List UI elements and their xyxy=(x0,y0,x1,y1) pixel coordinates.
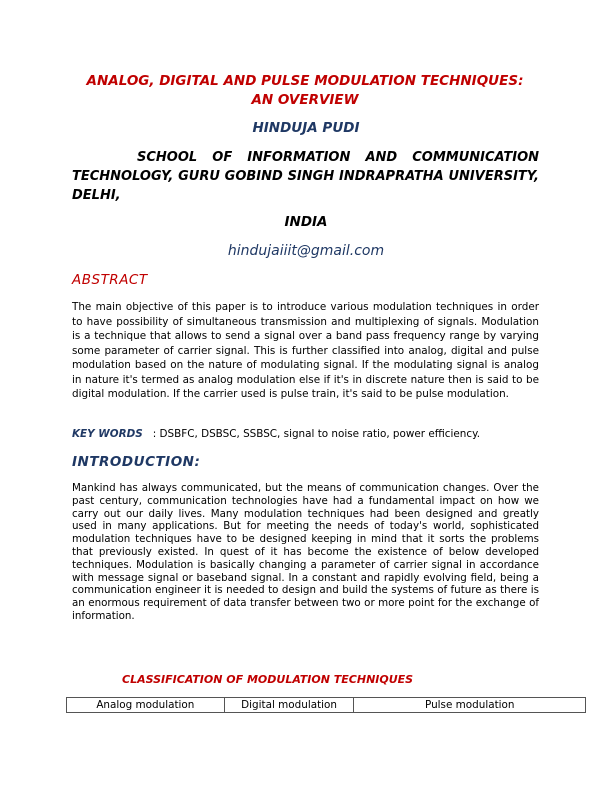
title-line-1: ANALOG, DIGITAL AND PULSE MODULATION TECHNIQUES: xyxy=(86,73,524,89)
table-header-cell: Analog modulation xyxy=(67,698,225,713)
classification-heading: CLASSIFICATION OF MODULATION TECHNIQUES xyxy=(122,673,414,686)
keywords-text: : DSBFC, DSBSC, SSBSC, signal to noise ratio, power efficiency. xyxy=(152,428,481,440)
table-header-cell: Digital modulation xyxy=(224,698,354,713)
author-affiliation: SCHOOL OF INFORMATION AND COMMUNICATION TECHNOLOGY, GURU GOBIND SINGH INDRAPRATHA UNIVERSITY, DELHI, xyxy=(72,150,539,203)
introduction-text: Mankind has always communicated, but the means of communication changes. Over the past century, communication technologies have had a fundamental impact on how we carry out our daily lives. Many modulation techniques had been designed and greatly used in many applications. But for meeting the needs of today's world, sophisticated modulation techniques have to be designed keeping in mind that it sorts the problems that previously existed. In quest of it has become the existence of below developed techniques. Modulation is basically changing a parameter of carrier signal in accordance with message signal or baseband signal. In a constant and rapidly evolving field, being a communication engineer it is needed to design and build the systems of future as there is an enormous requirement of data transfer between two or more point for the exchange of information. xyxy=(72,482,539,622)
title-line-2: AN OVERVIEW xyxy=(251,92,359,108)
classification-table xyxy=(66,697,586,713)
author-name: HINDUJA PUDI xyxy=(252,120,360,136)
introduction-heading: INTRODUCTION: xyxy=(72,454,201,470)
table-header-row xyxy=(67,698,586,713)
abstract-heading: ABSTRACT xyxy=(72,272,148,288)
author-email[interactable]: hindujaiiit@gmail.com xyxy=(227,243,385,259)
paper-title xyxy=(60,72,550,110)
author-country: INDIA xyxy=(284,214,328,230)
keywords xyxy=(72,428,480,440)
abstract-text: The main objective of this paper is to introduce various modulation techniques in order to have possibility of simultaneous transmission and multiplexing of signals. Modulation is a technique that allows to send a signal over a band pass frequency range by varying some parameter of carrier signal. This is further classified into analog, digital and pulse modulation based on the nature of modulating signal. If the modulating signal is analog in nature it's termed as analog modulation else if it's in discrete nature then is said to be digital modulation. If the carrier used is pulse train, it's said to be pulse modulation. xyxy=(72,301,539,400)
keywords-label: KEY WORDS xyxy=(72,428,143,440)
table-header-cell: Pulse modulation xyxy=(354,698,586,713)
